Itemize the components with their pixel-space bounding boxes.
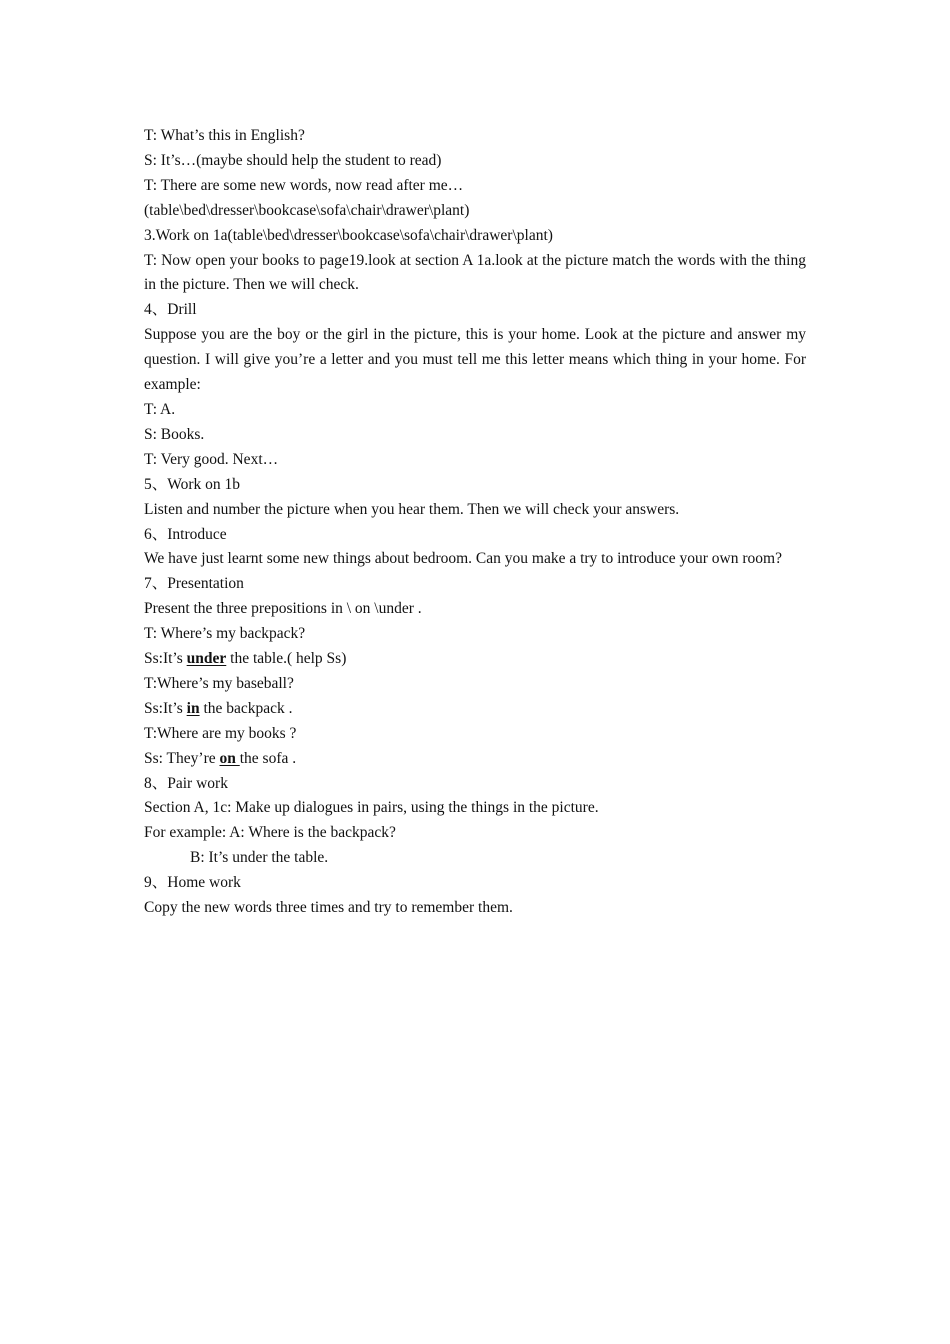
step-heading: 9、Home work: [144, 874, 241, 892]
dialogue-line: S: It’s…(maybe should help the student to read): [144, 151, 442, 169]
step-heading: 8、Pair work: [144, 774, 228, 792]
instruction-paragraph: Copy the new words three times and try to remember them.: [144, 899, 513, 917]
word-list: (table\bed\dresser\bookcase\sofa\chair\drawer\plant): [144, 201, 470, 219]
step-heading: 4、Drill: [144, 301, 197, 319]
dialogue-line: For example: A: Where is the backpack?: [144, 824, 396, 842]
step-heading: 7、Presentation: [144, 575, 244, 593]
dialogue-line: [144, 697, 806, 722]
dialogue-line: T: Very good. Next…: [144, 450, 279, 468]
dialogue-line: T:Where are my books ?: [144, 724, 297, 742]
dialogue-line: [144, 747, 806, 772]
preposition-emphasis: in: [186, 699, 200, 717]
dialogue-line: S: Books.: [144, 425, 205, 443]
dialogue-line: T: Where’s my backpack?: [144, 625, 306, 643]
instruction-paragraph: Section A, 1c: Make up dialogues in pairs, using the things in the picture.: [144, 799, 599, 817]
dialogue-line: T: There are some new words, now read after me…: [144, 176, 464, 194]
step-heading: 5、Work on 1b: [144, 475, 241, 493]
step-heading: 3.Work on 1a(table\bed\dresser\bookcase\sofa\chair\drawer\plant): [144, 226, 553, 244]
lesson-plan-body: [144, 124, 806, 921]
dialogue-text: Ss:It’s: [144, 699, 187, 717]
dialogue-line: T: A.: [144, 400, 176, 418]
instruction-paragraph: Suppose you are the boy or the girl in the picture, this is your home. Look at the picture and answer my question. I will give you’re a letter and you must tell me this letter means which thing in your home. For example:: [144, 326, 806, 394]
preposition-emphasis: on: [219, 749, 240, 767]
dialogue-line: B: It’s under the table.: [190, 849, 329, 867]
instruction-paragraph: Listen and number the picture when you hear them. Then we will check your answers.: [144, 500, 680, 518]
dialogue-text: the sofa .: [239, 749, 297, 767]
dialogue-line: T:Where’s my baseball?: [144, 674, 294, 692]
dialogue-text: Ss: They’re: [144, 749, 220, 767]
instruction-paragraph: We have just learnt some new things about bedroom. Can you make a try to introduce your own room?: [144, 550, 782, 568]
dialogue-text: the table.( help Ss): [226, 650, 347, 668]
dialogue-line: [144, 647, 806, 672]
instruction-paragraph: T: Now open your books to page19.look at section A 1a.look at the picture match the words with the thing in the picture. Then we will check.: [144, 251, 806, 294]
preposition-emphasis: under: [186, 650, 227, 668]
step-heading: 6、Introduce: [144, 525, 227, 543]
dialogue-line: T: What’s this in English?: [144, 127, 305, 144]
instruction-paragraph: Present the three prepositions in \ on \under .: [144, 600, 422, 618]
dialogue-text: Ss:It’s: [144, 650, 187, 668]
dialogue-text: the backpack .: [199, 699, 293, 717]
